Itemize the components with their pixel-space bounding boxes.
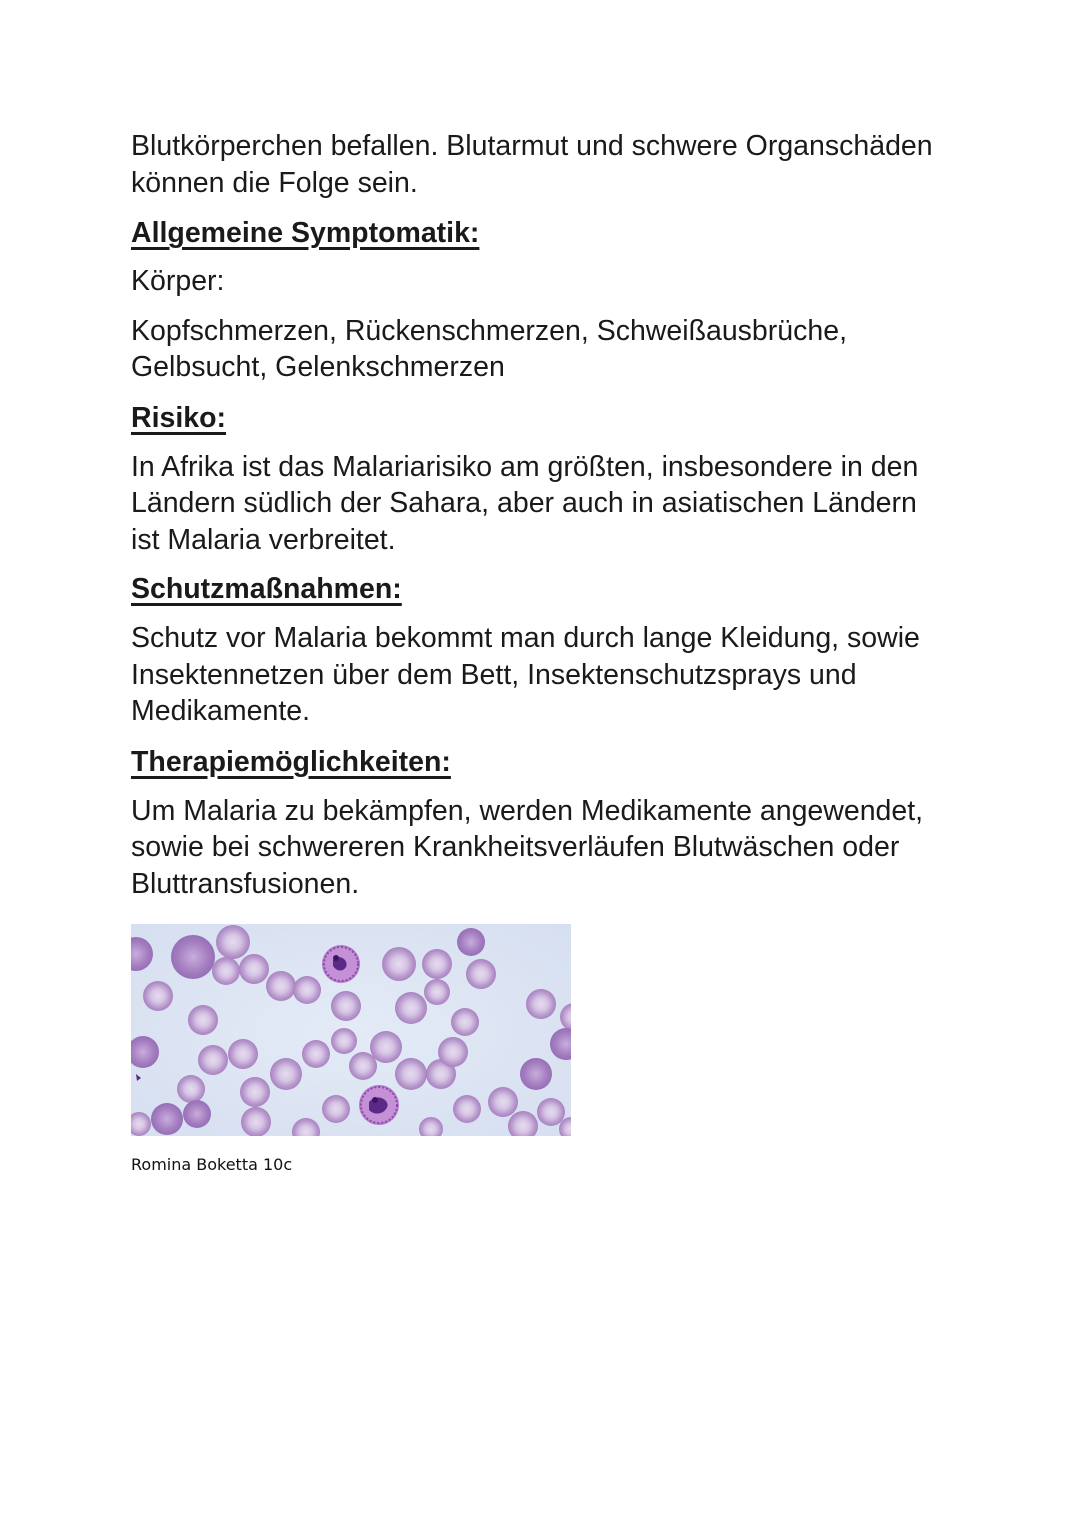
symptoms-line: Gelbsucht, Gelenkschmerzen bbox=[131, 351, 505, 383]
risk-line: ist Malaria verbreitet. bbox=[131, 523, 396, 556]
blood-smear-image bbox=[131, 924, 571, 1136]
therapy-line: Bluttransfusionen. bbox=[131, 867, 360, 900]
section-heading-symptoms: Allgemeine Symptomatik: bbox=[131, 217, 480, 249]
section-heading-risk: Risiko: bbox=[131, 401, 227, 434]
author-signature: Romina Boketta 10c bbox=[131, 1155, 293, 1174]
protection-line: Medikamente. bbox=[131, 695, 311, 727]
risk-line: Ländern südlich der Sahara, aber auch in asiatischen Ländern bbox=[131, 487, 917, 519]
therapy-line: sowie bei schwereren Krankheitsverläufen Blutwäschen oder bbox=[131, 831, 900, 863]
therapy-line: Um Malaria zu bekämpfen, werden Medikamente angewendet, bbox=[131, 794, 924, 827]
risk-line: In Afrika ist das Malariarisiko am größten, insbesondere in den bbox=[131, 450, 919, 483]
intro-line: können die Folge sein. bbox=[131, 166, 418, 199]
symptoms-line: Kopfschmerzen, Rückenschmerzen, Schweißausbrüche, bbox=[131, 314, 847, 347]
section-heading-therapy: Therapiemöglichkeiten: bbox=[131, 745, 451, 778]
protection-line: Insektennetzen über dem Bett, Insektenschutzsprays und bbox=[131, 658, 857, 691]
protection-line: Schutz vor Malaria bekommt man durch lange Kleidung, sowie bbox=[131, 622, 920, 654]
document-page bbox=[131, 128, 961, 902]
intro-line: Blutkörperchen befallen. Blutarmut und schwere Organschäden bbox=[131, 130, 933, 162]
section-heading-protection: Schutzmaßnahmen: bbox=[131, 573, 402, 605]
symptoms-sublabel: Körper: bbox=[131, 265, 225, 297]
